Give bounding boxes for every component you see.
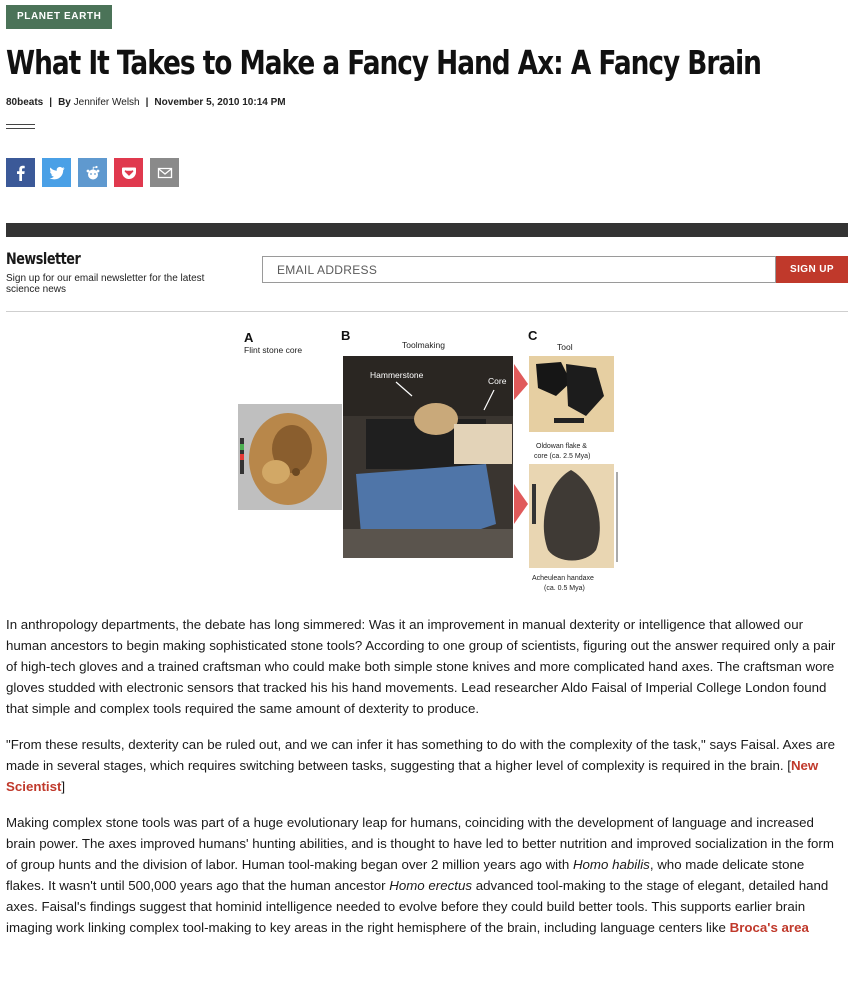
byline-by-label: By bbox=[58, 97, 71, 108]
oldowan-caption-line1: Oldowan flake & bbox=[536, 443, 587, 450]
article-figure bbox=[236, 324, 620, 596]
hammerstone-label: Hammerstone bbox=[370, 370, 424, 380]
paragraph-text: "From these results, dexterity can be ruled out, and we can infer it has something to do with the complexity of the task," says Faisal. Axes are made in several stages, which requires switching between tasks, suggesting that a higher level of complexity is required in the brain. [ bbox=[6, 737, 836, 773]
reddit-share-button[interactable] bbox=[78, 158, 107, 187]
section-divider-bar bbox=[6, 223, 848, 237]
category-tag[interactable]: PLANET EARTH bbox=[6, 5, 112, 29]
pocket-share-button[interactable] bbox=[114, 158, 143, 187]
article-paragraph: In anthropology departments, the debate has long simmered: Was it an improvement in manual dexterity or intelligence that allowed our human ancestors to begin making sophisticated stone tools? According to one group of scientists, figuring out the answer required only a pair of high-tech gloves and a trained craftsman who could make both simple stone knives and more complicated hand axes. The craftsman wore gloves studded with electronic sensors that tracked his his hand movements. Lead researcher Aldo Faisal of Imperial College London found that simple and complex tools required the same amount of dexterity to produce. bbox=[6, 617, 836, 716]
acheulean-caption-line2: (ca. 0.5 Mya) bbox=[544, 585, 585, 592]
envelope-icon bbox=[157, 165, 173, 181]
byline-blog-link[interactable]: 80beats bbox=[6, 97, 44, 108]
byline bbox=[6, 97, 286, 108]
paragraph-text: advanced tool-making to the stage of elegant, detailed hand axes. Faisal's findings suggest that hominid intelligence needed to evolve before they could build better tools. This supports earlier brain imaging work linking complex tool-making to key areas in the right hemisphere of the brain, including language centers like bbox=[6, 878, 829, 935]
species-name: Homo erectus bbox=[389, 878, 472, 893]
email-share-button[interactable] bbox=[150, 158, 179, 187]
panel-c-caption: Tool bbox=[557, 342, 573, 352]
oldowan-caption-line2: core (ca. 2.5 Mya) bbox=[534, 453, 591, 460]
page-title: What It Takes to Make a Fancy Hand Ax: A Fancy Brain bbox=[6, 43, 761, 82]
newsletter-divider bbox=[6, 311, 848, 312]
byline-author-link[interactable]: Jennifer Welsh bbox=[73, 97, 140, 108]
facebook-icon bbox=[13, 165, 29, 181]
byline-separator: | bbox=[49, 97, 53, 108]
menu-icon[interactable] bbox=[6, 124, 35, 129]
paragraph-text: , who made delicate stone flakes. It wasn't until 500,000 years ago that the human ancestor bbox=[6, 857, 805, 893]
pocket-icon bbox=[121, 165, 137, 181]
panel-b-letter: B bbox=[341, 328, 351, 343]
article-paragraph bbox=[6, 812, 846, 938]
panel-b-caption: Toolmaking bbox=[402, 340, 445, 350]
byline-separator: | bbox=[145, 97, 149, 108]
core-label: Core bbox=[488, 376, 507, 386]
sign-up-button[interactable]: SIGN UP bbox=[776, 256, 848, 283]
share-bar bbox=[6, 158, 179, 187]
panel-c-letter: C bbox=[528, 328, 538, 343]
newsletter-subtitle: Sign up for our email newsletter for the latest science news bbox=[6, 273, 205, 295]
new-scientist-link[interactable]: New Scientist bbox=[6, 758, 819, 794]
species-name: Homo habilis bbox=[572, 857, 650, 872]
paragraph-text: ] bbox=[61, 779, 66, 794]
paragraph-text: Making complex stone tools was part of a huge evolutionary leap for humans, coinciding with the development of language and increased brain power. The axes improved humans' hunting abilities, and is thought to have led to better nutrition and improved socialization in the form of group hunts and the division of labor. Human tool-making began over 2 million years ago with bbox=[6, 815, 834, 872]
reddit-icon bbox=[85, 165, 101, 181]
article-body bbox=[6, 614, 846, 953]
email-address-input[interactable] bbox=[262, 256, 776, 283]
twitter-share-button[interactable] bbox=[42, 158, 71, 187]
newsletter-title: Newsletter bbox=[6, 249, 81, 268]
facebook-share-button[interactable] bbox=[6, 158, 35, 187]
panel-a-caption: Flint stone core bbox=[244, 345, 303, 355]
acheulean-caption-line1: Acheulean handaxe bbox=[532, 575, 594, 582]
brocas-area-link[interactable]: Broca's area bbox=[729, 920, 809, 935]
panel-a-letter: A bbox=[244, 330, 254, 345]
twitter-icon bbox=[49, 165, 65, 181]
article-paragraph bbox=[6, 734, 846, 797]
byline-date: November 5, 2010 10:14 PM bbox=[154, 97, 286, 108]
